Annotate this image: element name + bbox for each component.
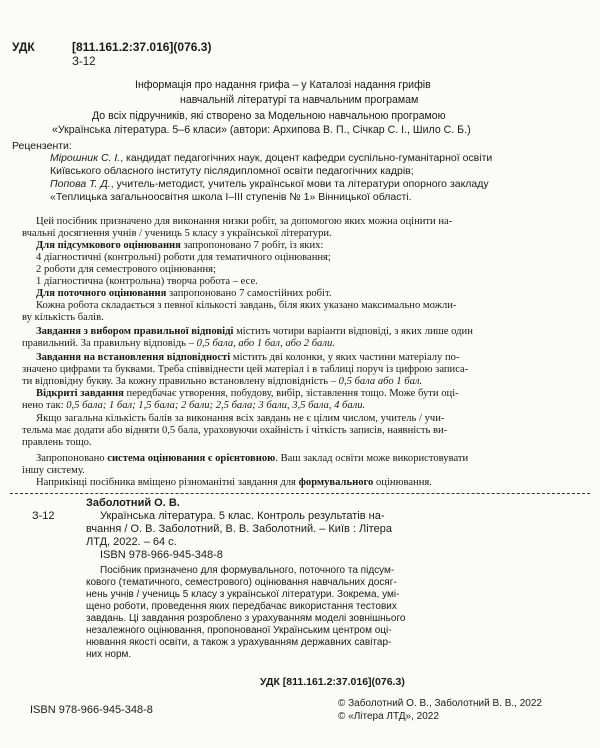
catalog-line-2: вчання / О. В. Заболотний, В. В. Заболотний. – Київ : Літера [86,523,392,535]
catalog-mark: З-12 [32,510,55,522]
grif-line-4: «Українська література. 5–6 класи» (автори: Архипова В. П., Січкар С. І., Шило С. Б.) [52,124,471,136]
reviewer-1-text: , кандидат педагогічних наук, доцент кафедри суспільно-гуманітарної освіти [120,152,493,164]
reviewer-2 [50,178,489,191]
annotation-line-7: нювання якості освіти, а також з урахуванням державних савітар- [86,637,392,648]
match-scores: 0,5 бала або 1 бал. [338,376,423,387]
annotation-line-3: нень учнів / учениць 5 класу з української літератури. Зокрема, умі- [86,589,400,600]
open-line-2 [22,400,365,413]
open-line-1 [36,388,459,401]
open-rest: передбачає утворення, побудову, вибір, зіставлення тощо. Може бути оці- [123,388,459,399]
open-bold: Відкриті завдання [36,388,124,399]
total-line-3: правлень тощо. [22,437,92,448]
annotation-line-1: Посібник призначено для формувального, поточного та підсум- [100,565,395,576]
open-scores: 0,5 бала; 1 бал; 1,5 бала; 2 бали; 2,5 бала; 3 бали, 3,5 бала, 4 бали. [66,400,366,411]
reviewer-1-line-2: Київського обласного інституту післядипломної освіти педагогічних кадрів; [50,165,414,177]
copyright-authors: © Заболотний О. В., Заболотний В. В., 2022 [338,698,542,709]
catalog-author: Заболотний О. В. [86,497,180,509]
summative-rest: запропоновано 7 робіт, із яких: [180,240,324,251]
choice-rest: містить чотири варіанти відповіді, з яких лише один [233,326,473,337]
annotation-line-6: незалежного оцінювання, пропонованої Українським центром оці- [86,625,392,636]
grif-line-2: навчальній літературі та навчальним програмам [180,94,419,106]
catalog-line-3: ЛТД, 2022. – 64 с. [86,536,177,548]
choice-l2-text: правильний. За правильну відповідь – [22,338,197,349]
intro-line-1: Цей посібник призначено для виконання низки робіт, за допомогою яких можна оцінити на- [36,216,453,227]
reviewer-2-line-2: «Теплицька загальноосвітня школа І–ІІІ ступенів № 1» Вінницької області. [50,191,412,203]
udk-label: УДК [12,40,35,54]
system-post: . Ваш заклад освіти може використовувати [275,453,469,464]
match-bold: Завдання на встановлення відповідності [36,352,231,363]
current-bold: Для поточного оцінювання [36,288,167,299]
separator-line [10,493,590,494]
formative-post: оцінювання. [373,477,432,488]
current-line [36,288,331,301]
reviewer-1 [50,152,492,165]
annotation-line-2: кового (тематичного, семестрового) оцінювання навчальних досяг- [86,577,397,588]
total-line-2: тельма має додати або відняти 0,5 бала, ураховуючи охайність і чіткість записів, наявність ви- [22,425,448,436]
match-line-3 [22,376,422,389]
grif-line-1: Інформація про надання грифа – у Каталозі надання грифів [135,79,431,91]
choice-scores: 0,5 бала, або 1 бал, або 2 бали. [196,338,335,349]
reviewer-2-text: , учитель-методист, учитель української мови та літератури опорного закладу [110,178,489,190]
total-line-1: Якщо загальна кількість балів за виконання всіх завдань не є цілим числом, учитель / учи- [36,413,445,424]
list-item-1: 4 діагностичні (контрольні) роботи для тематичного оцінювання; [36,252,331,263]
open-l2-text: нено так: [22,400,67,411]
formative-pre: Наприкінці посібника вміщено різноманітні завдання для [36,477,299,488]
list-item-3: 1 діагностична (контрольна) творча робота – есе. [36,276,258,287]
formative-bold: формувального [298,477,374,488]
system-bold: система оцінювання є орієнтовною [107,453,276,464]
summative-bold: Для підсумкового оцінювання [36,240,181,251]
match-l3-text: ти відповідну букву. За кожну правильно встановлену відповідність – [22,376,339,387]
match-line-2: значено цифрами та буквами. Треба співвіднести цей матеріал і в таблиці поруч із цифрою записа- [22,364,469,375]
annotation-line-4: щено роботи, проведення яких передбачає використання тестових [86,601,397,612]
author-mark: З-12 [72,56,96,68]
intro-work-line-1: Кожна робота складається з певної кількості завдань, біля яких указано максимально можли- [36,300,457,311]
system-line-2: іншу систему. [22,465,85,476]
reviewers-heading: Рецензенти: [12,140,72,152]
catalog-isbn: ISBN 978-966-945-348-8 [100,549,223,561]
intro-work-line-2: ву кількість балів. [22,312,104,323]
match-line-1 [36,352,460,365]
annotation-line-5: завдань. Ці завдання розроблено з урахуванням моделі зовнішнього [86,613,406,624]
copyright-publisher: © «Літера ЛТД», 2022 [338,711,439,722]
grif-line-3: До всіх підручників, які створено за Модельною навчальною програмою [92,110,446,122]
footer-isbn: ISBN 978-966-945-348-8 [30,704,153,716]
current-rest: запропоновано 7 самостійних робіт. [166,288,332,299]
summative-line [36,240,323,253]
reviewer-1-name: Мірошник С. І. [50,152,121,164]
system-line-3 [36,477,432,490]
intro-line-2: вчальні досягнення учнів / учениць 5 класу з української літератури. [22,228,332,239]
choice-line-2 [22,338,335,351]
catalog-udk: УДК [811.161.2:37.016](076.3) [260,676,405,688]
choice-bold: Завдання з вибором правильної відповіді [36,326,234,337]
reviewer-2-name: Попова Т. Д. [50,178,111,190]
system-pre: Запропоновано [36,453,108,464]
list-item-2: 2 роботи для семестрового оцінювання; [36,264,216,275]
udk-code: [811.161.2:37.016](076.3) [72,40,212,54]
catalog-line-1: Українська література. 5 клас. Контроль результатів на- [100,510,385,522]
choice-line-1 [36,326,473,339]
match-rest: містить дві колонки, у яких частини матеріалу по- [230,352,460,363]
system-line-1 [36,453,468,466]
annotation-line-8: них норм. [86,649,132,660]
